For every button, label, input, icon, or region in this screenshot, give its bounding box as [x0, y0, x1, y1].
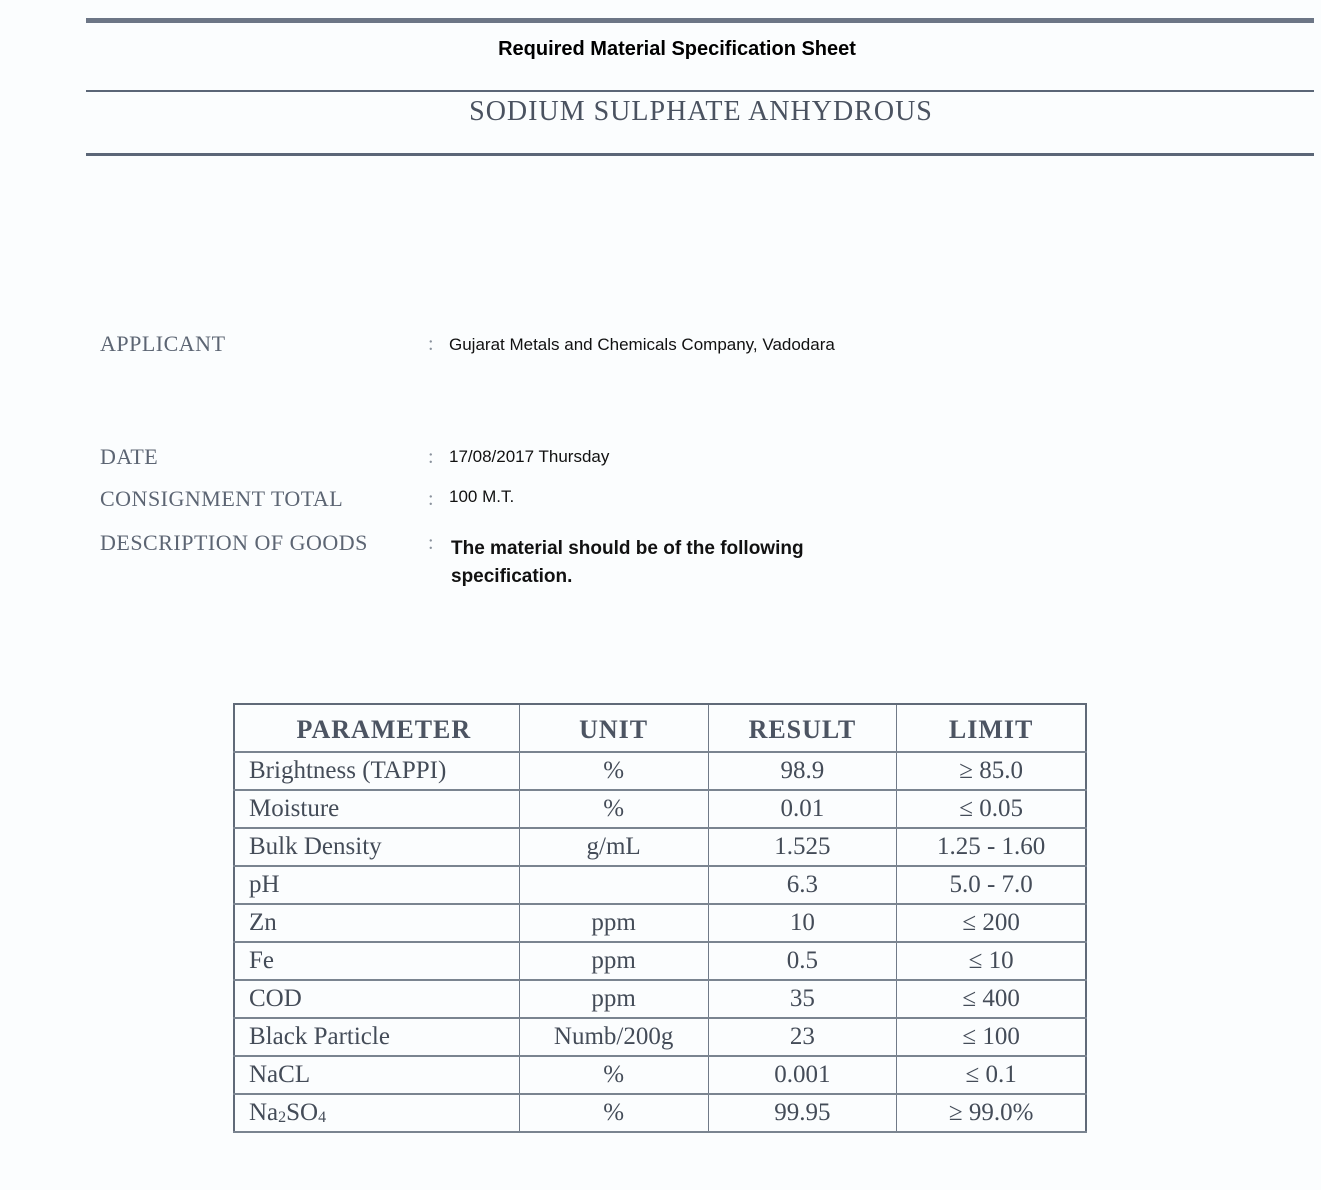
cell-result: 0.001: [708, 1056, 897, 1094]
table-row: [234, 904, 1086, 942]
table-row: [234, 942, 1086, 980]
cell-limit: ≤ 10: [897, 942, 1086, 980]
table-row: [234, 828, 1086, 866]
cell-parameter: Moisture: [234, 790, 519, 828]
applicant-colon: :: [428, 333, 434, 355]
table-row: [234, 1018, 1086, 1056]
date-value: 17/08/2017 Thursday: [449, 447, 610, 466]
cell-result: 23: [708, 1018, 897, 1056]
consignment-value: 100 M.T.: [449, 487, 515, 506]
cell-unit: %: [519, 790, 708, 828]
specification-table: [233, 703, 1087, 1133]
date-colon: :: [428, 446, 434, 468]
title-divider: [86, 90, 1314, 92]
table-row: [234, 1094, 1086, 1132]
cell-unit: Numb/200g: [519, 1018, 708, 1056]
cell-unit: ppm: [519, 904, 708, 942]
cell-unit: %: [519, 752, 708, 790]
cell-result: 0.5: [708, 942, 897, 980]
table-row: [234, 790, 1086, 828]
date-label: DATE: [100, 444, 159, 469]
cell-parameter: $Na_2SO_4$: [234, 1094, 519, 1132]
table-header-row: [234, 704, 1086, 752]
cell-unit: [519, 866, 708, 904]
cell-result: 6.3: [708, 866, 897, 904]
applicant-label: APPLICANT: [100, 331, 226, 356]
cell-limit: ≤ 200: [897, 904, 1086, 942]
table-row: [234, 866, 1086, 904]
cell-limit: 1.25 - 1.60: [897, 828, 1086, 866]
cell-parameter: Fe: [234, 942, 519, 980]
cell-parameter: Black Particle: [234, 1018, 519, 1056]
description-colon: :: [428, 532, 434, 554]
description-value: The material should be of the following specification.: [451, 538, 804, 587]
applicant-value: Gujarat Metals and Chemicals Company, Vadodara: [449, 335, 835, 354]
top-rule: [86, 18, 1314, 23]
cell-limit: ≥ 85.0: [897, 752, 1086, 790]
cell-limit: ≤ 0.1: [897, 1056, 1086, 1094]
cell-limit: ≥ 99.0%: [897, 1094, 1086, 1132]
header-bottom-rule: [86, 153, 1314, 156]
header-limit: LIMIT: [897, 704, 1086, 752]
cell-parameter: Brightness (TAPPI): [234, 752, 519, 790]
sheet-title: Required Material Specification Sheet: [498, 38, 856, 60]
header-unit: UNIT: [519, 704, 708, 752]
header-parameter: PARAMETER: [234, 704, 519, 752]
cell-limit: 5.0 - 7.0: [897, 866, 1086, 904]
cell-result: 1.525: [708, 828, 897, 866]
table-row: [234, 980, 1086, 1018]
cell-unit: g/mL: [519, 828, 708, 866]
cell-result: 10: [708, 904, 897, 942]
table-row: [234, 752, 1086, 790]
product-title: SODIUM SULPHATE ANHYDROUS: [469, 96, 933, 127]
cell-parameter: Bulk Density: [234, 828, 519, 866]
cell-unit: ppm: [519, 942, 708, 980]
cell-limit: ≤ 400: [897, 980, 1086, 1018]
cell-unit: ppm: [519, 980, 708, 1018]
cell-result: 98.9: [708, 752, 897, 790]
cell-parameter: Zn: [234, 904, 519, 942]
cell-result: 35: [708, 980, 897, 1018]
cell-unit: %: [519, 1094, 708, 1132]
description-label: DESCRIPTION OF GOODS: [100, 530, 368, 555]
cell-parameter: COD: [234, 980, 519, 1018]
cell-parameter: pH: [234, 866, 519, 904]
cell-unit: %: [519, 1056, 708, 1094]
consignment-colon: :: [428, 488, 434, 510]
consignment-label: CONSIGNMENT TOTAL: [100, 486, 344, 511]
header-result: RESULT: [708, 704, 897, 752]
table-row: [234, 1056, 1086, 1094]
cell-parameter: NaCL: [234, 1056, 519, 1094]
cell-limit: ≤ 0.05: [897, 790, 1086, 828]
cell-limit: ≤ 100: [897, 1018, 1086, 1056]
cell-result: 0.01: [708, 790, 897, 828]
cell-result: 99.95: [708, 1094, 897, 1132]
